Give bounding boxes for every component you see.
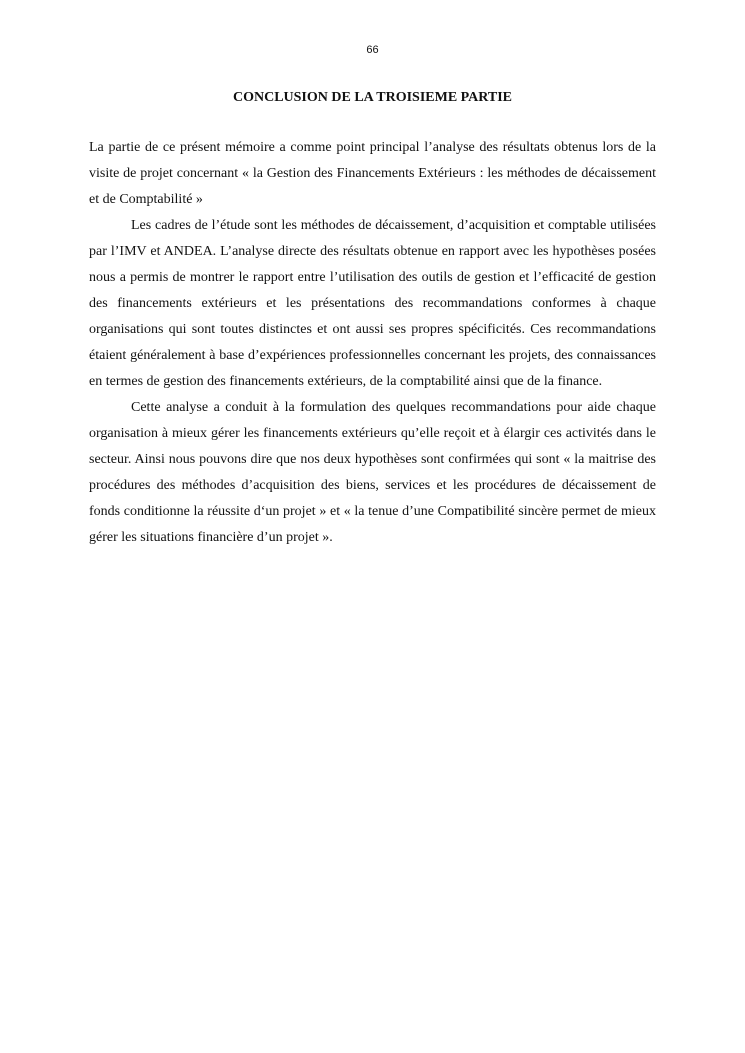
paragraph-3: Cette analyse a conduit à la formulation des quelques recommandations pour aide chaque organisation à mieux gérer les financements extérieurs qu’elle reçoit et à élargir ces activités dans le secteur. Ainsi nous pouvons dire que nos deux hypothèses sont confirmées qui sont « la maitrise des procédures des méthodes d’acquisition des biens, services et les procédures de décaissement de fonds conditionne la réussite d‘un projet » et « la tenue d’une Compatibilité sincère permet de mieux gérer les situations financière d’un projet ».	[89, 400, 656, 545]
page-number: 66	[366, 44, 379, 56]
body-text	[89, 135, 656, 551]
page-title: CONCLUSION DE LA TROISIEME PARTIE	[232, 90, 513, 105]
paragraph-1: La partie de ce présent mémoire a comme point principal l’analyse des résultats obtenus lors de la visite de projet concernant « la Gestion des Financements Extérieurs : les méthodes de décaissement et de Comptabilité »	[89, 140, 656, 207]
paragraph-2: Les cadres de l’étude sont les méthodes de décaissement, d’acquisition et comptable utilisées par l’IMV et ANDEA. L’analyse directe des résultats obtenue en rapport avec les hypothèses posées nous a permis de montrer le rapport entre l’utilisation des outils de gestion et l’efficacité de gestion des financements extérieurs et les présentations des recommandations conformes à chaque organisations qui sont toutes distinctes et ont aussi ses propres spécificités. Ces recommandations étaient généralement à base d’expériences professionnelles concernant les projets, des connaissances en termes de gestion des financements extérieurs, de la comptabilité ainsi que de la finance.	[89, 218, 656, 389]
